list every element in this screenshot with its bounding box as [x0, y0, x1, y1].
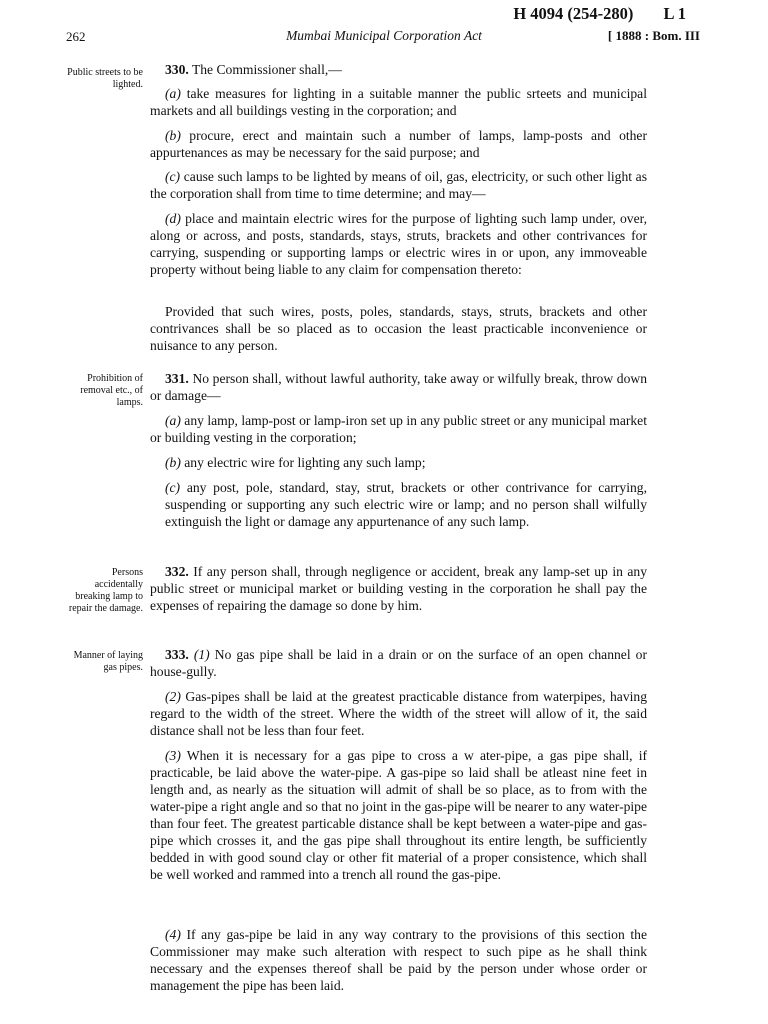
section-number: 330. — [165, 62, 189, 77]
margin-note-330: Public streets to be lighted. — [67, 67, 143, 90]
clause-330-b: (b) procure, erect and maintain such a number of lamps, lamp-posts and other appurtenances as may be necessary for the said purpose; and — [150, 128, 647, 160]
document-code-label: L 1 — [663, 4, 686, 23]
section-332: 332. If any person shall, through negligence or accident, break any lamp-set up in any public street or municipal market or building vesting in the corporation he shall pay the expenses of repairing the damage so done by him. — [150, 564, 647, 613]
section-lead: 331. No person shall, without lawful authority, take away or wilfully break, throw down or damage— — [150, 371, 647, 403]
clause-331-c: (c) any post, pole, standard, stay, strut, brackets or other contrivance for carrying, suspending or supporting any such electric wire or lamp; and no person shall wilfully extinguish the light or damage any appurtenance of any such lamp. — [165, 480, 647, 529]
clause-330-c: (c) cause such lamps to be lighted by means of oil, gas, electricity, or such other light as the corporation shall from time to time determine; and may— — [150, 169, 647, 201]
section-330 — [150, 61, 647, 78]
document-code-number: H 4094 (254-280) — [513, 4, 634, 23]
running-title: Mumbai Municipal Corporation Act — [286, 28, 482, 43]
section-number: 331. — [165, 371, 189, 386]
margin-note-331: Prohibition of removal etc., of lamps. — [80, 373, 143, 408]
act-reference: [ 1888 : Bom. III — [607, 28, 700, 43]
section-331 — [150, 370, 647, 404]
clause-330-a: (a) take measures for lighting in a suitable manner the public srteets and municipal markets and all buildings vesting in the corporation; and — [150, 86, 647, 118]
page-number: 262 — [66, 29, 86, 44]
document-code — [513, 4, 686, 24]
section-333: 333. (1) No gas pipe shall be laid in a drain or on the surface of an open channel or house-gully. — [150, 647, 647, 679]
subsection-333-2: (2) Gas-pipes shall be laid at the greatest practicable distance from waterpipes, having regard to the width of the street. Where the width of the street will allow of it, the said distance shall not be less than four feet. — [150, 689, 647, 738]
margin-note-333: Manner of laying gas pipes. — [73, 650, 143, 673]
section-lead: 330. The Commissioner shall,— — [165, 62, 342, 77]
clause-331-a: (a) any lamp, lamp-post or lamp-iron set up in any public street or any municipal market or building vesting in the corporation; — [150, 413, 647, 445]
section-number: 332. — [165, 564, 189, 579]
clause-331-b: (b) any electric wire for lighting any such lamp; — [165, 455, 426, 470]
section-number: 333. — [165, 647, 189, 662]
subsection-333-4: (4) If any gas-pipe be laid in any way contrary to the provisions of this section the Commissioner may make such alteration with respect to such pipe as he shall think necessary and the expenses thereof shall be paid by the person under whose order or management the pipe has been laid. — [150, 927, 647, 993]
subsection-333-3: (3) When it is necessary for a gas pipe to cross a w ater-pipe, a gas pipe shall, if practicable, be laid above the water-pipe. A gas-pipe so laid shall be atleast nine feet in length and, as nearly as the situation will admit of shall be so place, as to from with the water-pipe a right angle and so that no joint in the gas-pipe will be nearer to any water-pipe than four feet. The greatest particable distance shall be kept between a water-pipe and gas-pipe which crosses it, and the gas pipe shall throughout its entire length, be sufficiently bedded in with good sound clay or other fit material of a proper consistence, which shall be well worked and rammed into a trench all round the gas-pipe. — [150, 748, 647, 882]
margin-note-332: Persons accidentally breaking lamp to repair the damage. — [68, 567, 143, 614]
clause-330-d: (d) place and maintain electric wires for the purpose of lighting such lamp under, over, along or across, and posts, standards, stays, struts, brackets and other contrivances for carrying, suspending or supporting lamps or electric wires in or upon, any immoveable property without being liable to any claim for compensation thereto: — [150, 211, 647, 277]
proviso-330: Provided that such wires, posts, poles, standards, stays, struts, brackets and other contrivances shall be so placed as to occasion the least practicable inconvenience or nuisance to any person. — [150, 304, 647, 353]
